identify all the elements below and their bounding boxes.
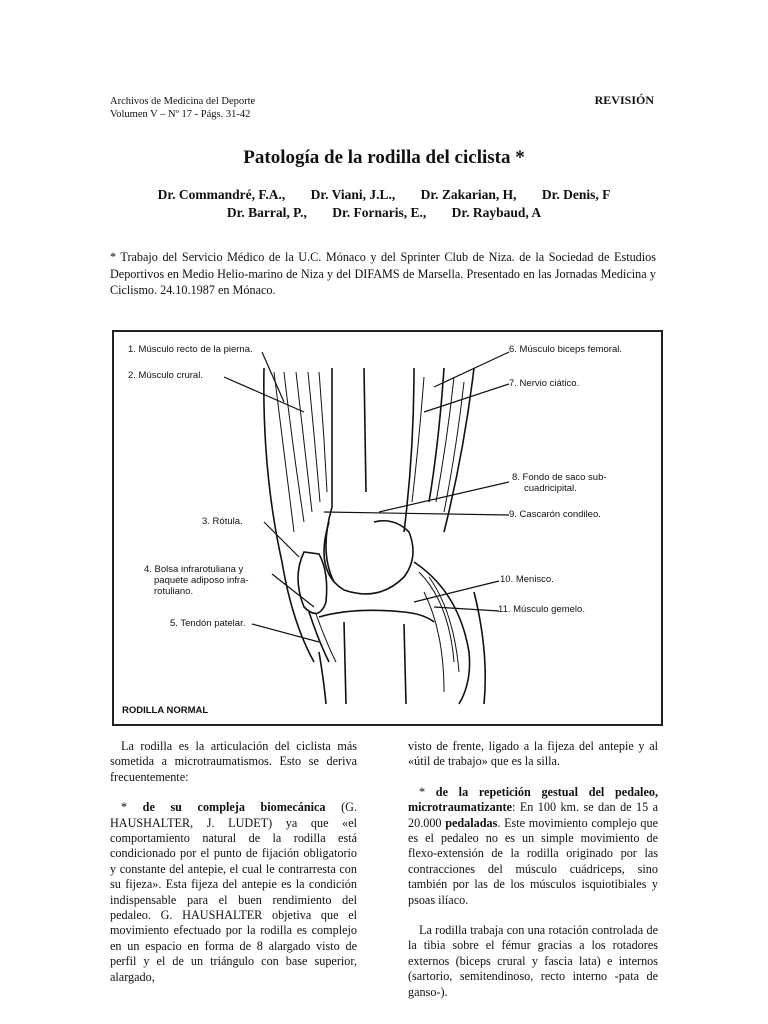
figure-label: 2. Músculo crural. xyxy=(128,370,203,381)
figure-label: 7. Nervio ciático. xyxy=(509,378,580,389)
figure-label: 10. Menisco. xyxy=(500,574,554,585)
figure-label: 3. Rótula. xyxy=(202,516,243,527)
bullet: * xyxy=(419,784,426,799)
leader-lines xyxy=(224,352,509,642)
author: Dr. Barral, P., xyxy=(226,205,307,220)
emphasis: de la repetición gestual del pedaleo, microtraumatizante xyxy=(408,784,658,815)
paragraph-text: . Este movimiento complejo que es el pedaleo no es un simple movimiento de flexo-extensión de la rodilla originado por las contracciones del músculo cuádriceps, sino también por las de los músculos isquiotibiales y psoas ilíaco. xyxy=(408,815,658,907)
figure-label: rotuliano. xyxy=(154,586,194,597)
figure-label: 1. Músculo recto de la pierna. xyxy=(128,344,253,355)
knee-illustration xyxy=(114,332,661,724)
paragraph: La rodilla trabaja con una rotación controlada de la tibia sobre el fémur gracias a los rotadores externos (biceps crural y fascia lata) e internos (sartorio, semitendinoso, recto interno -pata de ganso-). xyxy=(408,923,658,999)
figure-label: paquete adiposo infra- xyxy=(154,575,249,586)
author-line-1 xyxy=(0,186,768,204)
figure-caption: RODILLA NORMAL xyxy=(122,705,209,716)
figure-label: 9. Cascarón condileo. xyxy=(509,509,601,520)
figure-label-group xyxy=(512,472,607,494)
author: Dr. Viani, J.L., xyxy=(310,187,396,202)
paragraph-text: (G. HAUSHALTER, J. LUDET) ya que «el comportamiento natural de la rodilla está condicionado por el punto de fijación obligatorio y constante del antepie, el cual le contrarresta con su fijeza». Esta fijeza del antepie es la condición indispensable para el buen rendimiento del pedaleo. G. HAUSHALTER objetiva que el movimiento efectuado por la rodilla es complejo en un espacio en forma de 8 alargado visto de perfil y el de un triángulo con base superior, alargado, xyxy=(110,800,357,984)
affiliation-footnote: * Trabajo del Servicio Médico de la U.C. Mónaco y del Sprinter Club de Niza. de la Sociedad de Estudios Deportivos en Medio Helio-marino de Niza y del DIFAMS de Marsella. Presentado en las Jornadas Medicina y Ciclismo. 24.10.1987 en Mónaco. xyxy=(110,250,656,297)
paragraph-text: : En 100 km. se dan de 15 a 20.000 xyxy=(408,800,658,830)
journal-volume: Volumen V – Nº 17 - Págs. 31-42 xyxy=(110,108,251,120)
paragraph xyxy=(408,785,658,908)
author: Dr. Fornaris, E., xyxy=(332,205,427,220)
author: Dr. Commandré, F.A., xyxy=(157,187,286,202)
figure-label: 6. Músculo biceps femoral. xyxy=(509,344,622,355)
body-column-left xyxy=(110,739,357,1000)
figure-label: 4. Bolsa infrarotuliana y xyxy=(144,564,244,575)
paragraph: visto de frente, ligado a la fijeza del antepie y al «útil de trabajo» que es la silla. xyxy=(408,739,658,769)
knee-anatomy-figure xyxy=(112,330,663,726)
paragraph xyxy=(110,800,357,985)
emphasis: pedaladas xyxy=(445,815,498,830)
author-line-2 xyxy=(0,204,768,222)
journal-info xyxy=(110,96,255,121)
figure-label-group xyxy=(144,564,249,597)
body-column-right xyxy=(408,739,658,1015)
journal-name: Archivos de Medicina del Deporte xyxy=(110,96,256,107)
knee-drawing xyxy=(264,368,485,704)
author: Dr. Raybaud, A xyxy=(451,205,542,220)
bullet: * xyxy=(121,800,128,815)
section-label: REVISIÓN xyxy=(594,93,654,107)
figure-label: 11. Músculo gemelo. xyxy=(498,604,585,615)
paper-title: Patología de la rodilla del ciclista * xyxy=(243,147,525,168)
author-list xyxy=(0,186,768,222)
figure-label: 5. Tendón patelar. xyxy=(170,618,246,629)
figure-label: 8. Fondo de saco sub- xyxy=(512,472,607,483)
figure-label: cuadricipital. xyxy=(524,483,577,494)
author: Dr. Zakarian, H, xyxy=(420,187,517,202)
author: Dr. Denis, F xyxy=(541,187,611,202)
paragraph: La rodilla es la articulación del ciclista más sometida a microtraumatismos. Esto se deriva frecuentemente: xyxy=(110,739,357,784)
emphasis: de su compleja biomecánica xyxy=(142,800,326,815)
